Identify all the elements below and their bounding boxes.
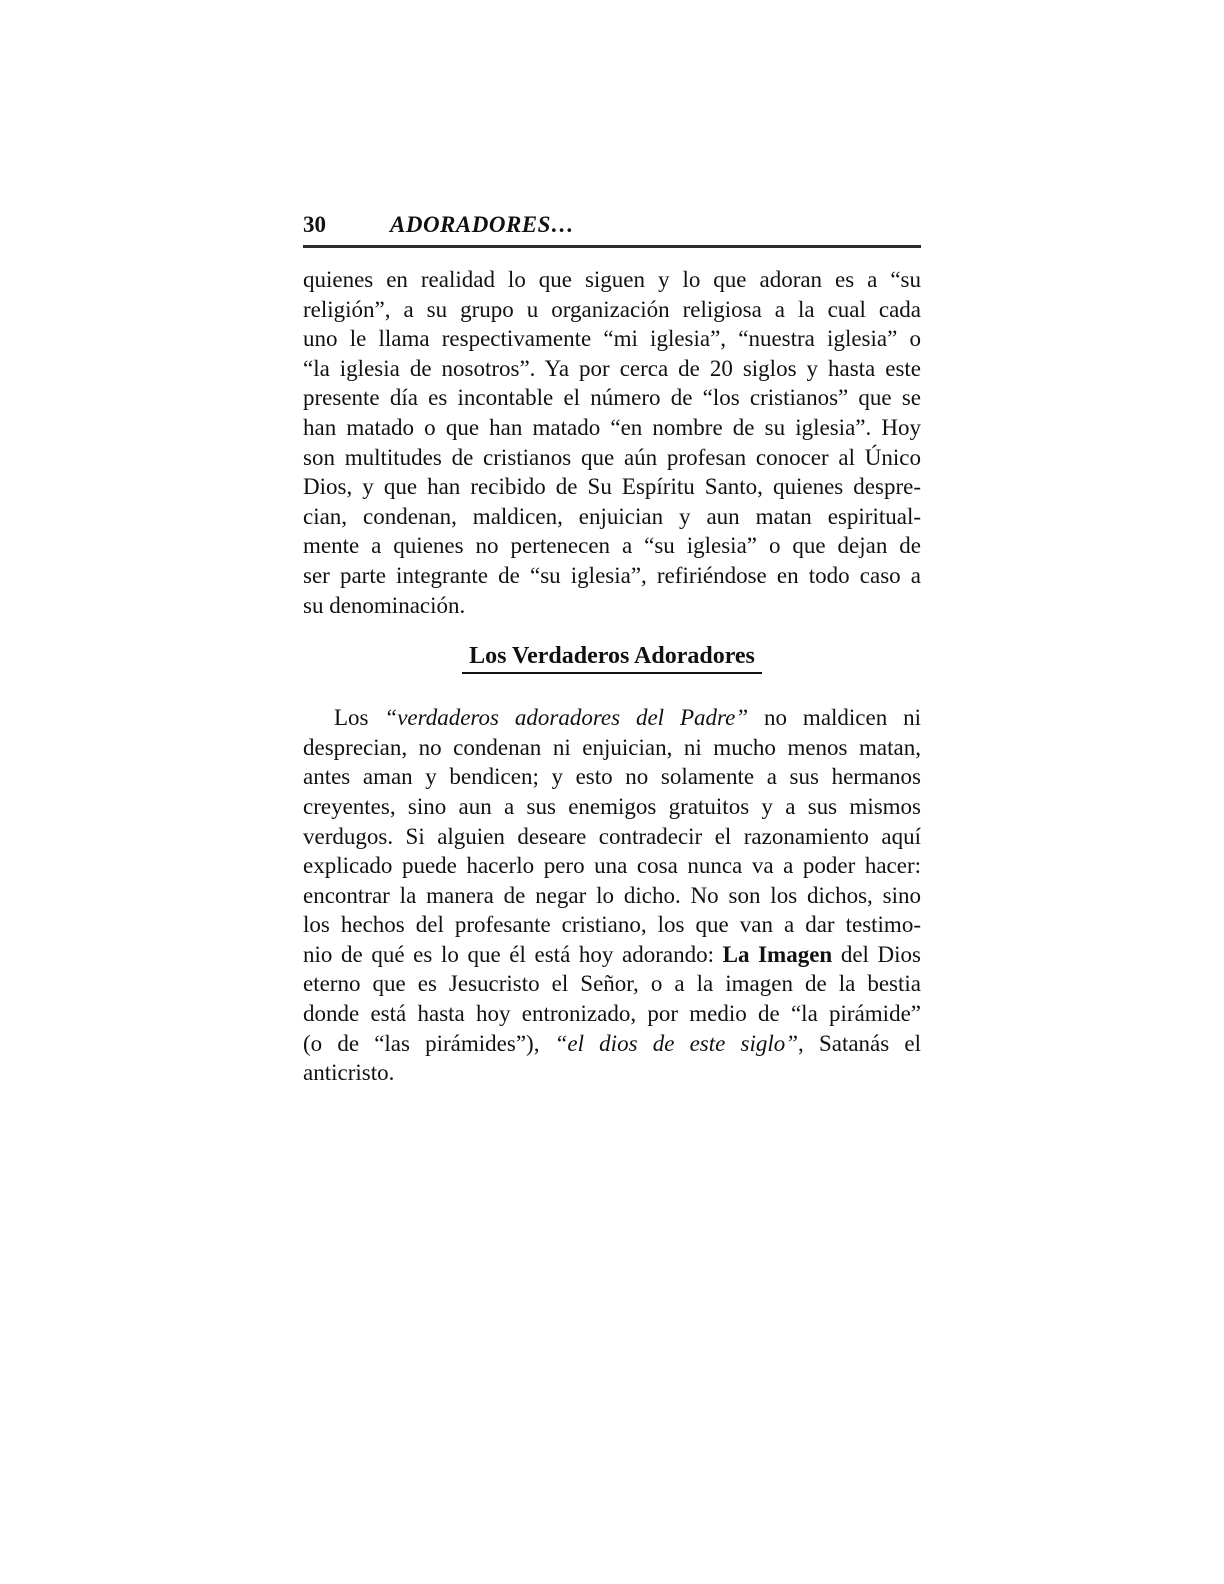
body-line (303, 1029, 921, 1059)
body-line: mente a quienes no pertenecen a “su iglesia” o que dejan de (303, 533, 921, 559)
page-number: 30 (303, 212, 326, 237)
body-line: su denominación. (303, 592, 466, 618)
body-line: han matado o que han matado “en nombre de su iglesia”. Hoy (303, 414, 921, 440)
italic-phrase: “el dios de este siglo” (554, 1030, 799, 1056)
body-line: donde está hasta hoy entronizado, por medio de “la pirámide” (303, 1001, 921, 1027)
body-line: ser parte integrante de “su iglesia”, refiriéndose en todo caso a (303, 562, 921, 588)
text-run: (o de “las pirámides”), (303, 1030, 555, 1056)
body-line: Dios, y que han recibido de Su Espíritu Santo, quienes despre- (303, 474, 921, 500)
section-heading-text: Los Verdaderos Adoradores (462, 641, 762, 674)
body-line: anticristo. (303, 1060, 395, 1086)
body-line: religión”, a su grupo u organización religiosa a la cual cada (303, 296, 921, 322)
section-heading (303, 641, 921, 674)
body-line: antes aman y bendicen; y esto no solamente a sus hermanos (303, 764, 921, 790)
body-line: desprecian, no condenan ni enjuician, ni mucho menos matan, (303, 734, 921, 760)
body-line: eterno que es Jesucristo el Señor, o a la imagen de la bestia (303, 971, 921, 997)
paragraph-2 (303, 703, 921, 1088)
body-line: quienes en realidad lo que siguen y lo que adoran es a “su (303, 267, 921, 292)
body-line (303, 940, 921, 970)
text-run: , Satanás el (798, 1030, 921, 1056)
page-header (303, 212, 921, 248)
body-line: son multitudes de cristianos que aún profesan conocer al Único (303, 444, 921, 470)
text-run: del Dios (832, 941, 921, 967)
body-line: “la iglesia de nosotros”. Ya por cerca de 20 siglos y hasta este (303, 355, 921, 381)
body-line: cian, condenan, maldicen, enjuician y aun matan espiritual- (303, 503, 921, 529)
text-run: Los (334, 705, 385, 731)
body-line: verdugos. Si alguien deseare contradecir el razonamiento aquí (303, 823, 921, 849)
text-block (303, 212, 921, 1088)
running-title: ADORADORES… (390, 212, 575, 237)
body-line: explicado puede hacerlo pero una cosa nunca va a poder hacer: (303, 853, 921, 879)
body-line: presente día es incontable el número de “los cristianos” que se (303, 385, 921, 411)
text-run: nio de qué es lo que él está hoy adorando: (303, 941, 723, 967)
body-line: creyentes, sino aun a sus enemigos gratuitos y a sus mismos (303, 793, 921, 819)
body-line (303, 703, 921, 733)
body-line: encontrar la manera de negar lo dicho. No son los dichos, sino (303, 882, 921, 908)
body-line: los hechos del profesante cristiano, los que van a dar testimo- (303, 912, 921, 938)
body-line: uno le llama respectivamente “mi iglesia”, “nuestra iglesia” o (303, 326, 921, 352)
italic-phrase: “verdaderos adoradores del Padre” (384, 705, 749, 731)
text-run: no maldicen ni (748, 705, 922, 731)
bold-phrase: La Imagen (722, 941, 833, 967)
paragraph-1 (303, 265, 921, 620)
